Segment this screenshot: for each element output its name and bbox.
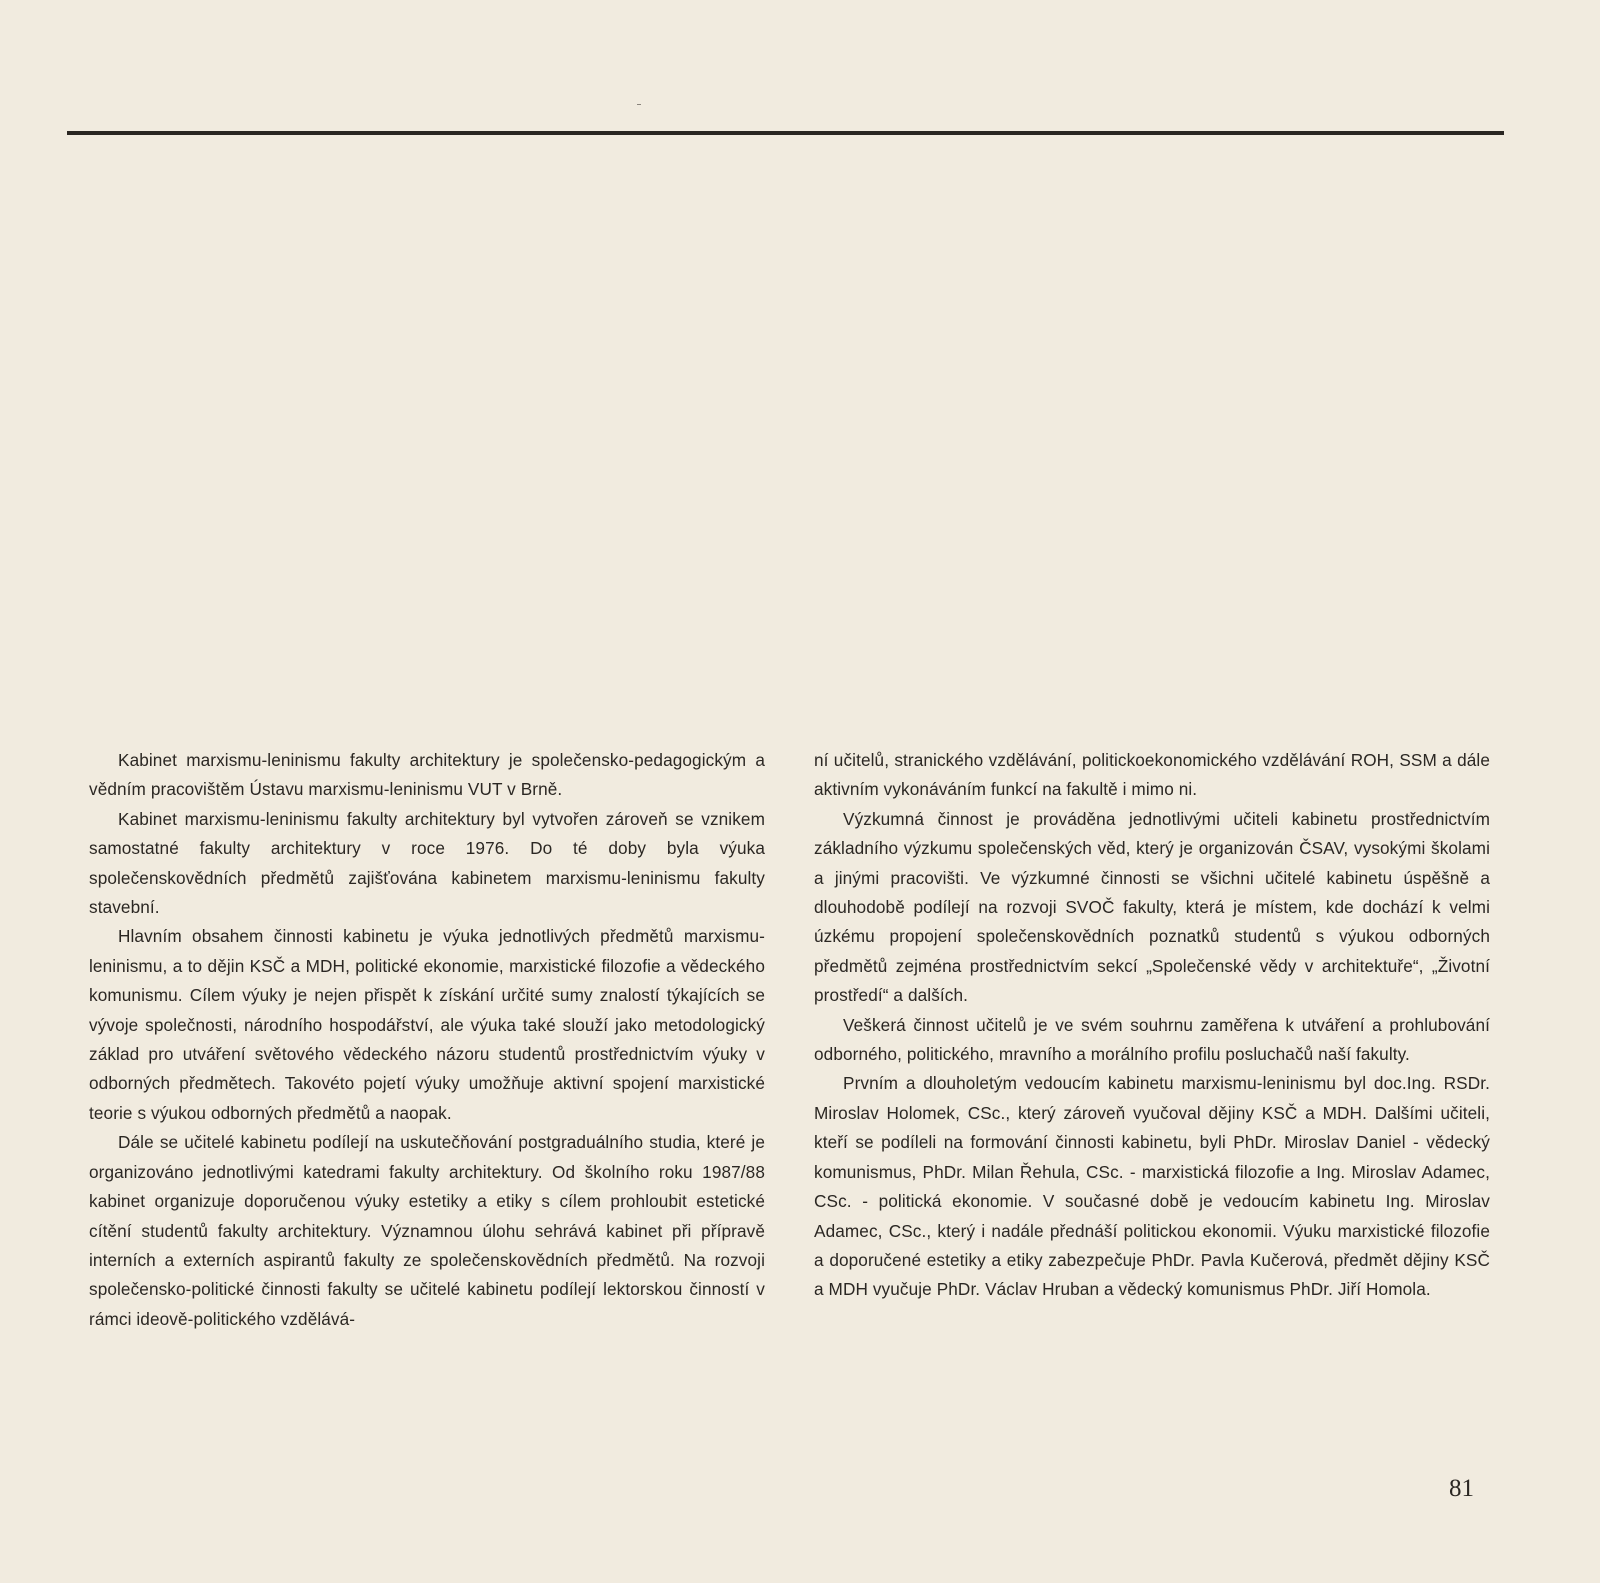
left-text-column — [89, 746, 765, 1334]
paragraph: Veškerá činnost učitelů je ve svém souhrnu zaměřena k utváření a prohlubování odborného, politického, mravního a morálního profilu posluchačů naší fakulty. — [814, 1014, 1490, 1065]
page-number: 81 — [1449, 1475, 1474, 1502]
paragraph: ní učitelů, stranického vzdělávání, politickoekonomického vzdělávání ROH, SSM a dále aktivním vykonáváním funkcí na fakultě i mimo ni. — [814, 750, 1490, 800]
paragraph: Kabinet marxismu-leninismu fakulty architektury je společensko-pedagogickým a vědním pracovištěm Ústavu marxismu-leninismu VUT v Brně. — [89, 750, 765, 800]
paragraph: Výzkumná činnost je prováděna jednotlivými učiteli kabinetu prostřednictvím základního výzkumu společenských věd, který je organizován ČSAV, vysokými školami a jinými pracovišti. Ve výzkumné činnosti se všichni učitelé kabinetu úspěšně a dlouhodobě podílejí na rozvoji SVOČ fakulty, která je místem, kde dochází k velmi úzkému propojení společenskovědních poznatků studentů s výukou odborných předmětů zejména prostřednictvím sekcí „Společenské vědy v architektuře“, „Životní prostředí“ a dalších. — [814, 808, 1490, 1006]
right-text-column — [814, 746, 1490, 1305]
print-mark — [637, 104, 641, 105]
paragraph: Kabinet marxismu-leninismu fakulty architektury byl vytvořen zároveň se vznikem samostatné fakulty architektury v roce 1976. Do té doby byla výuka společenskovědních předmětů zajišťována kabinetem marxismu-leninismu fakulty stavební. — [89, 808, 765, 918]
paragraph: Hlavním obsahem činnosti kabinetu je výuka jednotlivých předmětů marxismu-leninismu, a to dějin KSČ a MDH, politické ekonomie, marxistické filozofie a vědeckého komunismu. Cílem výuky je nejen přispět k získání určité sumy znalostí týkajících se vývoje společnosti, národního hospodářství, ale výuka také slouží jako metodologický základ pro utváření světového vědeckého názoru studentů prostřednictvím výuky v odborných předmětech. Takovéto pojetí výuky umožňuje aktivní spojení marxistické teorie s výukou odborných předmětů a naopak. — [89, 926, 765, 1123]
paragraph: Prvním a dlouholetým vedoucím kabinetu marxismu-leninismu byl doc.Ing. RSDr. Miroslav Holomek, CSc., který zároveň vyučoval dějiny KSČ a MDH. Dalšími učiteli, kteří se podíleli na formování činnosti kabinetu, byli PhDr. Miroslav Daniel - vědecký komunismus, PhDr. Milan Řehula, CSc. - marxistická filozofie a Ing. Miroslav Adamec, CSc. - politická ekonomie. V současné době je vedoucím kabinetu Ing. Miroslav Adamec, CSc., který i nadále přednáší politickou ekonomii. Výuku marxistické filozofie a doporučené estetiky a etiky zabezpečuje PhDr. Pavla Kučerová, předmět dějiny KSČ a MDH vyučuje PhDr. Václav Hruban a vědecký komunismus PhDr. Jiří Homola. — [814, 1073, 1490, 1300]
header-rule — [67, 131, 1504, 135]
paragraph: Dále se učitelé kabinetu podílejí na uskutečňování postgraduálního studia, které je organizováno jednotlivými katedrami fakulty architektury. Od školního roku 1987/88 kabinet organizuje doporučenou výuky estetiky a etiky s cílem prohloubit estetické cítění studentů fakulty architektury. Významnou úlohu sehrává kabinet při přípravě interních a externích aspirantů fakulty ze společenskovědních předmětů. Na rozvoji společensko-politické činnosti fakulty se učitelé kabinetu podílejí lektorskou činností v rámci ideově-politického vzdělává- — [89, 1132, 765, 1329]
